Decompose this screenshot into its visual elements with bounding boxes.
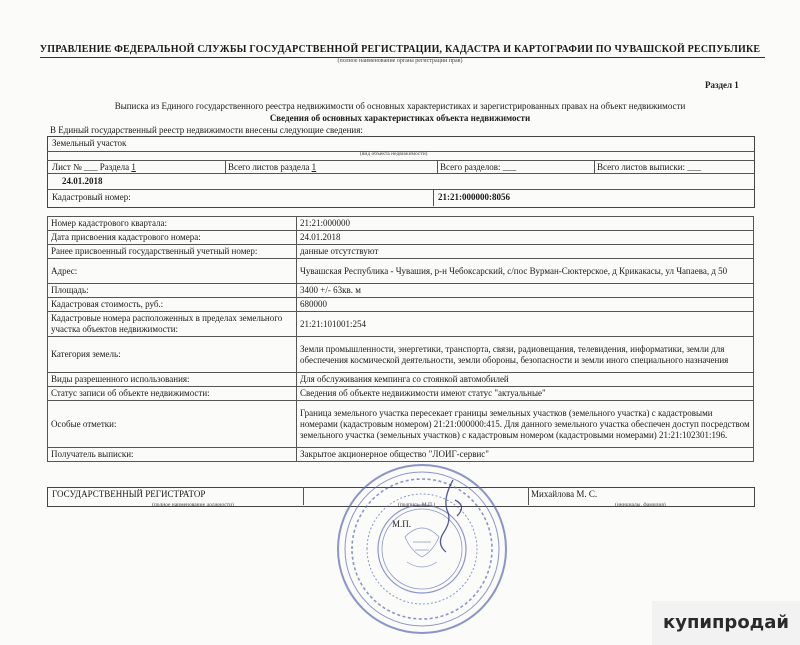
total-sections [440, 162, 516, 172]
row-label: Ранее присвоенный государственный учетный номер: [48, 245, 297, 259]
table-row [48, 401, 754, 448]
row-label: Виды разрешенного использования: [48, 373, 297, 387]
table-row [48, 217, 754, 231]
official-seal-stamp [335, 462, 510, 637]
cadastral-number-value: 21:21:000000:8056 [438, 192, 510, 202]
divider [528, 487, 529, 505]
divider [437, 160, 438, 173]
row-value: 21:21:101001:254 [297, 312, 754, 337]
extract-title: Выписка из Единого государственного реестра недвижимости об основных характеристиках и зарегистрированных правах на объект недвижимости [114, 101, 686, 111]
info-title: Сведения об основных характеристиках объекта недвижимости [269, 113, 531, 123]
section-num: 1 [131, 162, 136, 172]
registrar-name: Михайлова М. С. [531, 489, 598, 499]
total-sections-label: Всего разделов: [440, 162, 501, 172]
total-sections-blank: ___ [502, 162, 517, 172]
total-section-sheets-value: 1 [311, 162, 317, 172]
row-label: Статус записи об объекте недвижимости: [48, 387, 297, 401]
intro-text: В Единый государственный реестр недвижимости внесены следующие сведения: [50, 125, 363, 135]
object-header-box [47, 136, 755, 208]
row-value: 21:21:000000 [297, 217, 754, 231]
table-row [48, 312, 754, 337]
row-value: 680000 [297, 298, 754, 312]
total-section-sheets [228, 162, 316, 172]
total-extract-sheets [597, 162, 701, 172]
characteristics-table [47, 216, 754, 462]
table-row [48, 337, 754, 373]
total-extract-sheets-blank: ___ [687, 162, 701, 172]
table-row [48, 448, 754, 462]
row-value: Для обслуживания кемпинга со стоянкой автомобилей [297, 373, 754, 387]
characteristics-body [48, 217, 754, 462]
table-row [48, 284, 754, 298]
divider [594, 160, 595, 173]
cadastral-number-label: Кадастровый номер: [52, 192, 131, 202]
registrar-position: ГОСУДАРСТВЕННЫЙ РЕГИСТРАТОР [52, 489, 206, 499]
object-type-caption: (вид объекта недвижимости) [360, 151, 428, 157]
row-label: Номер кадастрового квартала: [48, 217, 297, 231]
row-label: Особые отметки: [48, 401, 297, 448]
table-row [48, 259, 754, 284]
row-value: Чувашская Республика - Чувашия, р-н Чебоксарский, с/пос Вурман-Сюктерское, д Крикакасы, ул Чапаева, д 50 [297, 259, 754, 284]
row-value: 24.01.2018 [297, 231, 754, 245]
divider [433, 189, 434, 206]
divider [47, 173, 754, 174]
row-value: данные отсутствуют [297, 245, 754, 259]
authority-title: УПРАВЛЕНИЕ ФЕДЕРАЛЬНОЙ СЛУЖБЫ ГОСУДАРСТВЕННОЙ РЕГИСТРАЦИИ, КАДАСТРА И КАРТОГРАФИИ ПО ЧУВАШСКОЙ РЕСПУБЛИКЕ [39, 44, 761, 55]
row-value: 3400 +/- 63кв. м [297, 284, 754, 298]
divider [47, 189, 754, 190]
signature-caption: (подпись, М.П.) [398, 502, 436, 508]
table-row [48, 373, 754, 387]
row-value: Граница земельного участка пересекает границы земельных участков (земельного участка) с кадастровыми номерами (кадастровым номером) 21:21:000000:415. Для данного земельного участка обеспечен доступ посредством земельного участка (земельных участков) с кадастровым номером (кадастровыми номерами) 21:21:102301:196. [297, 401, 754, 448]
extract-date: 24.01.2018 [62, 176, 103, 186]
sheet-number [52, 162, 136, 172]
total-extract-sheets-label: Всего листов выписки: [597, 162, 686, 172]
divider [225, 160, 226, 173]
sheet-blank: ___ [83, 162, 98, 172]
table-row [48, 387, 754, 401]
object-type: Земельный участок [52, 138, 127, 148]
row-value: Сведения об объекте недвижимости имеют статус "актуальные" [297, 387, 754, 401]
row-label: Кадастровые номера расположенных в пределах земельного участка объектов недвижимости: [48, 312, 297, 337]
row-label: Категория земель: [48, 337, 297, 373]
row-label: Площадь: [48, 284, 297, 298]
table-row [48, 245, 754, 259]
mp-label: М.П. [392, 519, 412, 529]
table-row [48, 231, 754, 245]
name-caption: (инициалы, фамилия) [615, 502, 666, 508]
row-label: Кадастровая стоимость, руб.: [48, 298, 297, 312]
authority-caption: (полное наименование органа регистрации прав) [337, 58, 463, 64]
section-label: Раздел 1 [705, 80, 739, 90]
row-label: Адрес: [48, 259, 297, 284]
divider [47, 160, 754, 161]
row-label: Дата присвоения кадастрового номера: [48, 231, 297, 245]
section-num-label: Раздела [99, 162, 130, 172]
row-value: Земли промышленности, энергетики, транспорта, связи, радиовещания, телевидения, информатики, земли для обеспечения космической деятельности, земли обороны, безопасности и земли иного специального назначения [297, 337, 754, 373]
position-caption: (полное наименование должности) [152, 502, 234, 508]
row-label: Получатель выписки: [48, 448, 297, 462]
sheet-label: Лист № [52, 162, 82, 172]
table-row [48, 298, 754, 312]
row-value: Закрытое акционерное общество "ЛОИГ-сервис" [297, 448, 754, 462]
total-section-sheets-label: Всего листов раздела [228, 162, 310, 172]
site-watermark: купипродай [652, 601, 800, 645]
divider [303, 487, 304, 505]
